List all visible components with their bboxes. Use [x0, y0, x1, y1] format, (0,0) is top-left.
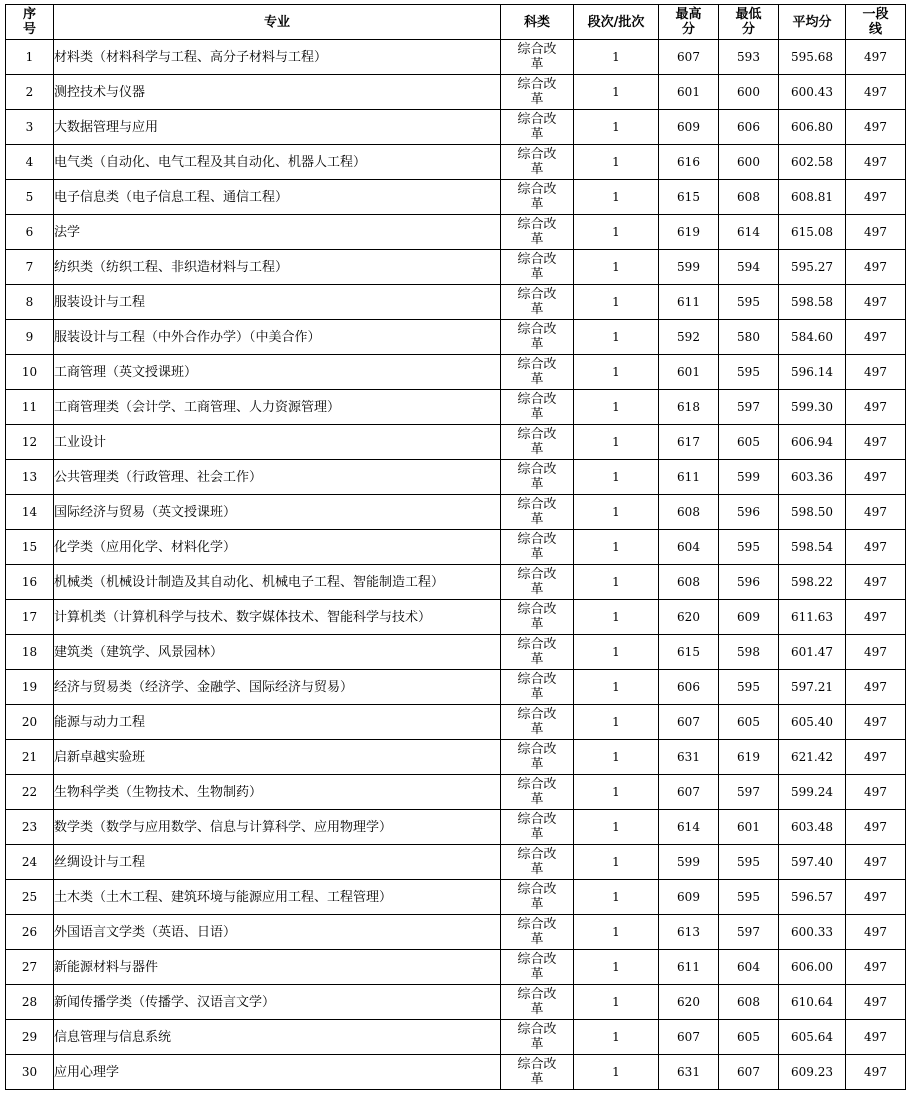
table-row — [6, 880, 906, 915]
row-min-score: 604 — [719, 950, 779, 985]
row-major: 丝绸设计与工程 — [54, 845, 501, 880]
row-avg-score: 615.08 — [779, 215, 846, 250]
row-index: 24 — [6, 845, 54, 880]
table-row — [6, 180, 906, 215]
row-batch: 1 — [574, 845, 659, 880]
row-batch: 1 — [574, 600, 659, 635]
row-min-score: 595 — [719, 845, 779, 880]
row-batch: 1 — [574, 1020, 659, 1055]
header-max-score: 最高分 — [659, 5, 719, 40]
row-min-score: 605 — [719, 425, 779, 460]
row-major: 数学类（数学与应用数学、信息与计算科学、应用物理学） — [54, 810, 501, 845]
row-max-score: 615 — [659, 180, 719, 215]
row-cutoff: 497 — [846, 600, 906, 635]
row-avg-score: 603.48 — [779, 810, 846, 845]
table-row — [6, 215, 906, 250]
row-index: 2 — [6, 75, 54, 110]
row-cutoff: 497 — [846, 75, 906, 110]
row-batch: 1 — [574, 250, 659, 285]
row-batch: 1 — [574, 425, 659, 460]
row-max-score: 611 — [659, 950, 719, 985]
table-row — [6, 705, 906, 740]
row-major: 工商管理类（会计学、工商管理、人力资源管理） — [54, 390, 501, 425]
row-category: 综合改革 — [501, 1055, 574, 1090]
row-avg-score: 611.63 — [779, 600, 846, 635]
row-min-score: 596 — [719, 565, 779, 600]
row-major: 建筑类（建筑学、风景园林） — [54, 635, 501, 670]
row-index: 17 — [6, 600, 54, 635]
row-major: 经济与贸易类（经济学、金融学、国际经济与贸易） — [54, 670, 501, 705]
table-row — [6, 355, 906, 390]
row-max-score: 620 — [659, 985, 719, 1020]
row-cutoff: 497 — [846, 180, 906, 215]
row-index: 7 — [6, 250, 54, 285]
row-cutoff: 497 — [846, 565, 906, 600]
row-min-score: 597 — [719, 390, 779, 425]
row-avg-score: 598.22 — [779, 565, 846, 600]
table-row — [6, 915, 906, 950]
row-batch: 1 — [574, 320, 659, 355]
row-cutoff: 497 — [846, 1020, 906, 1055]
table-row — [6, 740, 906, 775]
table-row — [6, 530, 906, 565]
row-index: 16 — [6, 565, 54, 600]
row-min-score: 595 — [719, 670, 779, 705]
header-major: 专业 — [54, 5, 501, 40]
row-category: 综合改革 — [501, 215, 574, 250]
row-cutoff: 497 — [846, 285, 906, 320]
row-index: 20 — [6, 705, 54, 740]
row-index: 5 — [6, 180, 54, 215]
row-batch: 1 — [574, 390, 659, 425]
row-major: 新闻传播学类（传播学、汉语言文学） — [54, 985, 501, 1020]
row-batch: 1 — [574, 775, 659, 810]
row-category: 综合改革 — [501, 285, 574, 320]
row-cutoff: 497 — [846, 390, 906, 425]
row-min-score: 594 — [719, 250, 779, 285]
row-max-score: 599 — [659, 845, 719, 880]
row-major: 工商管理（英文授课班） — [54, 355, 501, 390]
table-row — [6, 775, 906, 810]
row-cutoff: 497 — [846, 845, 906, 880]
table-row — [6, 950, 906, 985]
row-category: 综合改革 — [501, 530, 574, 565]
row-category: 综合改革 — [501, 110, 574, 145]
table-row — [6, 985, 906, 1020]
table-row — [6, 320, 906, 355]
row-avg-score: 610.64 — [779, 985, 846, 1020]
table-row — [6, 250, 906, 285]
row-cutoff: 497 — [846, 425, 906, 460]
row-min-score: 605 — [719, 1020, 779, 1055]
row-category: 综合改革 — [501, 810, 574, 845]
row-category: 综合改革 — [501, 180, 574, 215]
table-row — [6, 110, 906, 145]
row-avg-score: 621.42 — [779, 740, 846, 775]
row-avg-score: 596.57 — [779, 880, 846, 915]
header-cutoff: 一段线 — [846, 5, 906, 40]
table-row — [6, 495, 906, 530]
row-min-score: 608 — [719, 180, 779, 215]
row-max-score: 606 — [659, 670, 719, 705]
row-batch: 1 — [574, 495, 659, 530]
row-cutoff: 497 — [846, 915, 906, 950]
row-avg-score: 584.60 — [779, 320, 846, 355]
row-avg-score: 605.40 — [779, 705, 846, 740]
row-cutoff: 497 — [846, 320, 906, 355]
row-min-score: 608 — [719, 985, 779, 1020]
row-category: 综合改革 — [501, 670, 574, 705]
row-batch: 1 — [574, 705, 659, 740]
row-category: 综合改革 — [501, 845, 574, 880]
row-batch: 1 — [574, 565, 659, 600]
row-cutoff: 497 — [846, 880, 906, 915]
row-max-score: 608 — [659, 565, 719, 600]
row-cutoff: 497 — [846, 670, 906, 705]
row-avg-score: 595.68 — [779, 40, 846, 75]
row-major: 纺织类（纺织工程、非织造材料与工程） — [54, 250, 501, 285]
row-max-score: 592 — [659, 320, 719, 355]
row-index: 4 — [6, 145, 54, 180]
row-index: 27 — [6, 950, 54, 985]
row-avg-score: 597.40 — [779, 845, 846, 880]
row-max-score: 608 — [659, 495, 719, 530]
table-row — [6, 1055, 906, 1090]
row-avg-score: 595.27 — [779, 250, 846, 285]
row-category: 综合改革 — [501, 250, 574, 285]
row-max-score: 615 — [659, 635, 719, 670]
row-cutoff: 497 — [846, 1055, 906, 1090]
header-batch: 段次/批次 — [574, 5, 659, 40]
row-major: 公共管理类（行政管理、社会工作） — [54, 460, 501, 495]
row-min-score: 599 — [719, 460, 779, 495]
row-category: 综合改革 — [501, 40, 574, 75]
row-avg-score: 599.24 — [779, 775, 846, 810]
row-major: 启新卓越实验班 — [54, 740, 501, 775]
row-batch: 1 — [574, 460, 659, 495]
table-row — [6, 285, 906, 320]
row-major: 工业设计 — [54, 425, 501, 460]
row-index: 21 — [6, 740, 54, 775]
row-index: 13 — [6, 460, 54, 495]
row-index: 26 — [6, 915, 54, 950]
row-avg-score: 596.14 — [779, 355, 846, 390]
row-major: 机械类（机械设计制造及其自动化、机械电子工程、智能制造工程） — [54, 565, 501, 600]
row-cutoff: 497 — [846, 460, 906, 495]
row-cutoff: 497 — [846, 250, 906, 285]
row-min-score: 595 — [719, 530, 779, 565]
row-major: 国际经济与贸易（英文授课班） — [54, 495, 501, 530]
row-min-score: 607 — [719, 1055, 779, 1090]
row-cutoff: 497 — [846, 145, 906, 180]
row-max-score: 618 — [659, 390, 719, 425]
row-cutoff: 497 — [846, 530, 906, 565]
row-index: 29 — [6, 1020, 54, 1055]
table-row — [6, 40, 906, 75]
row-min-score: 595 — [719, 880, 779, 915]
row-max-score: 614 — [659, 810, 719, 845]
row-batch: 1 — [574, 110, 659, 145]
row-cutoff: 497 — [846, 950, 906, 985]
row-min-score: 606 — [719, 110, 779, 145]
row-min-score: 614 — [719, 215, 779, 250]
row-batch: 1 — [574, 355, 659, 390]
row-batch: 1 — [574, 740, 659, 775]
row-max-score: 620 — [659, 600, 719, 635]
row-max-score: 607 — [659, 40, 719, 75]
row-max-score: 607 — [659, 775, 719, 810]
row-min-score: 595 — [719, 285, 779, 320]
row-major: 测控技术与仪器 — [54, 75, 501, 110]
row-avg-score: 600.33 — [779, 915, 846, 950]
row-avg-score: 601.47 — [779, 635, 846, 670]
row-major: 大数据管理与应用 — [54, 110, 501, 145]
row-category: 综合改革 — [501, 880, 574, 915]
row-max-score: 601 — [659, 75, 719, 110]
header-avg-score: 平均分 — [779, 5, 846, 40]
row-batch: 1 — [574, 145, 659, 180]
row-index: 15 — [6, 530, 54, 565]
row-cutoff: 497 — [846, 705, 906, 740]
row-avg-score: 598.54 — [779, 530, 846, 565]
row-avg-score: 605.64 — [779, 1020, 846, 1055]
row-avg-score: 598.50 — [779, 495, 846, 530]
row-min-score: 600 — [719, 145, 779, 180]
row-min-score: 601 — [719, 810, 779, 845]
row-major: 材料类（材料科学与工程、高分子材料与工程） — [54, 40, 501, 75]
row-cutoff: 497 — [846, 110, 906, 145]
row-category: 综合改革 — [501, 425, 574, 460]
row-avg-score: 597.21 — [779, 670, 846, 705]
row-max-score: 604 — [659, 530, 719, 565]
row-index: 22 — [6, 775, 54, 810]
header-row — [6, 5, 906, 40]
row-batch: 1 — [574, 40, 659, 75]
table-row — [6, 75, 906, 110]
row-max-score: 631 — [659, 740, 719, 775]
table-row — [6, 390, 906, 425]
row-category: 综合改革 — [501, 915, 574, 950]
row-category: 综合改革 — [501, 75, 574, 110]
row-major: 化学类（应用化学、材料化学） — [54, 530, 501, 565]
row-min-score: 595 — [719, 355, 779, 390]
row-index: 6 — [6, 215, 54, 250]
row-min-score: 598 — [719, 635, 779, 670]
row-category: 综合改革 — [501, 495, 574, 530]
row-index: 1 — [6, 40, 54, 75]
row-index: 18 — [6, 635, 54, 670]
row-batch: 1 — [574, 1055, 659, 1090]
row-batch: 1 — [574, 285, 659, 320]
table-row — [6, 425, 906, 460]
row-major: 服装设计与工程（中外合作办学）（中美合作） — [54, 320, 501, 355]
row-index: 9 — [6, 320, 54, 355]
row-max-score: 609 — [659, 880, 719, 915]
row-min-score: 597 — [719, 775, 779, 810]
row-cutoff: 497 — [846, 775, 906, 810]
row-avg-score: 608.81 — [779, 180, 846, 215]
row-category: 综合改革 — [501, 1020, 574, 1055]
row-max-score: 611 — [659, 460, 719, 495]
row-avg-score: 606.94 — [779, 425, 846, 460]
row-avg-score: 599.30 — [779, 390, 846, 425]
row-cutoff: 497 — [846, 740, 906, 775]
row-max-score: 611 — [659, 285, 719, 320]
row-batch: 1 — [574, 950, 659, 985]
row-index: 10 — [6, 355, 54, 390]
row-cutoff: 497 — [846, 355, 906, 390]
row-cutoff: 497 — [846, 495, 906, 530]
row-major: 土木类（土木工程、建筑环境与能源应用工程、工程管理） — [54, 880, 501, 915]
table-row — [6, 1020, 906, 1055]
row-max-score: 619 — [659, 215, 719, 250]
row-max-score: 599 — [659, 250, 719, 285]
row-avg-score: 602.58 — [779, 145, 846, 180]
row-max-score: 613 — [659, 915, 719, 950]
table-row — [6, 810, 906, 845]
header-min-score: 最低分 — [719, 5, 779, 40]
row-category: 综合改革 — [501, 950, 574, 985]
table-row — [6, 670, 906, 705]
row-major: 法学 — [54, 215, 501, 250]
row-min-score: 596 — [719, 495, 779, 530]
row-batch: 1 — [574, 75, 659, 110]
row-index: 12 — [6, 425, 54, 460]
row-category: 综合改革 — [501, 740, 574, 775]
row-batch: 1 — [574, 180, 659, 215]
header-category: 科类 — [501, 5, 574, 40]
row-cutoff: 497 — [846, 810, 906, 845]
row-major: 服装设计与工程 — [54, 285, 501, 320]
row-cutoff: 497 — [846, 40, 906, 75]
row-index: 11 — [6, 390, 54, 425]
row-index: 25 — [6, 880, 54, 915]
row-major: 电子信息类（电子信息工程、通信工程） — [54, 180, 501, 215]
row-index: 3 — [6, 110, 54, 145]
header-index: 序号 — [6, 5, 54, 40]
row-index: 23 — [6, 810, 54, 845]
row-batch: 1 — [574, 635, 659, 670]
row-min-score: 593 — [719, 40, 779, 75]
table-row — [6, 845, 906, 880]
row-category: 综合改革 — [501, 460, 574, 495]
row-min-score: 580 — [719, 320, 779, 355]
row-category: 综合改革 — [501, 985, 574, 1020]
row-max-score: 609 — [659, 110, 719, 145]
row-batch: 1 — [574, 810, 659, 845]
row-index: 28 — [6, 985, 54, 1020]
row-batch: 1 — [574, 670, 659, 705]
row-major: 生物科学类（生物技术、生物制药） — [54, 775, 501, 810]
row-category: 综合改革 — [501, 390, 574, 425]
row-batch: 1 — [574, 985, 659, 1020]
row-cutoff: 497 — [846, 635, 906, 670]
row-min-score: 600 — [719, 75, 779, 110]
row-category: 综合改革 — [501, 145, 574, 180]
table-row — [6, 635, 906, 670]
row-category: 综合改革 — [501, 355, 574, 390]
row-min-score: 609 — [719, 600, 779, 635]
row-min-score: 597 — [719, 915, 779, 950]
row-avg-score: 606.00 — [779, 950, 846, 985]
row-major: 信息管理与信息系统 — [54, 1020, 501, 1055]
row-major: 计算机类（计算机科学与技术、数字媒体技术、智能科学与技术） — [54, 600, 501, 635]
row-min-score: 619 — [719, 740, 779, 775]
row-category: 综合改革 — [501, 565, 574, 600]
row-batch: 1 — [574, 915, 659, 950]
row-category: 综合改革 — [501, 320, 574, 355]
admission-scores-table — [5, 4, 906, 1090]
row-avg-score: 600.43 — [779, 75, 846, 110]
row-avg-score: 603.36 — [779, 460, 846, 495]
table-row — [6, 460, 906, 495]
row-batch: 1 — [574, 215, 659, 250]
row-max-score: 607 — [659, 1020, 719, 1055]
row-index: 14 — [6, 495, 54, 530]
row-category: 综合改革 — [501, 705, 574, 740]
table-row — [6, 600, 906, 635]
row-index: 8 — [6, 285, 54, 320]
row-max-score: 607 — [659, 705, 719, 740]
row-major: 电气类（自动化、电气工程及其自动化、机器人工程） — [54, 145, 501, 180]
row-avg-score: 606.80 — [779, 110, 846, 145]
row-major: 外国语言文学类（英语、日语） — [54, 915, 501, 950]
row-max-score: 631 — [659, 1055, 719, 1090]
row-category: 综合改革 — [501, 600, 574, 635]
row-index: 19 — [6, 670, 54, 705]
row-cutoff: 497 — [846, 985, 906, 1020]
row-avg-score: 609.23 — [779, 1055, 846, 1090]
row-avg-score: 598.58 — [779, 285, 846, 320]
row-max-score: 616 — [659, 145, 719, 180]
row-max-score: 601 — [659, 355, 719, 390]
row-batch: 1 — [574, 530, 659, 565]
row-major: 新能源材料与器件 — [54, 950, 501, 985]
row-major: 能源与动力工程 — [54, 705, 501, 740]
row-max-score: 617 — [659, 425, 719, 460]
row-category: 综合改革 — [501, 635, 574, 670]
table-row — [6, 565, 906, 600]
table-row — [6, 145, 906, 180]
row-index: 30 — [6, 1055, 54, 1090]
row-min-score: 605 — [719, 705, 779, 740]
row-cutoff: 497 — [846, 215, 906, 250]
row-major: 应用心理学 — [54, 1055, 501, 1090]
row-category: 综合改革 — [501, 775, 574, 810]
row-batch: 1 — [574, 880, 659, 915]
